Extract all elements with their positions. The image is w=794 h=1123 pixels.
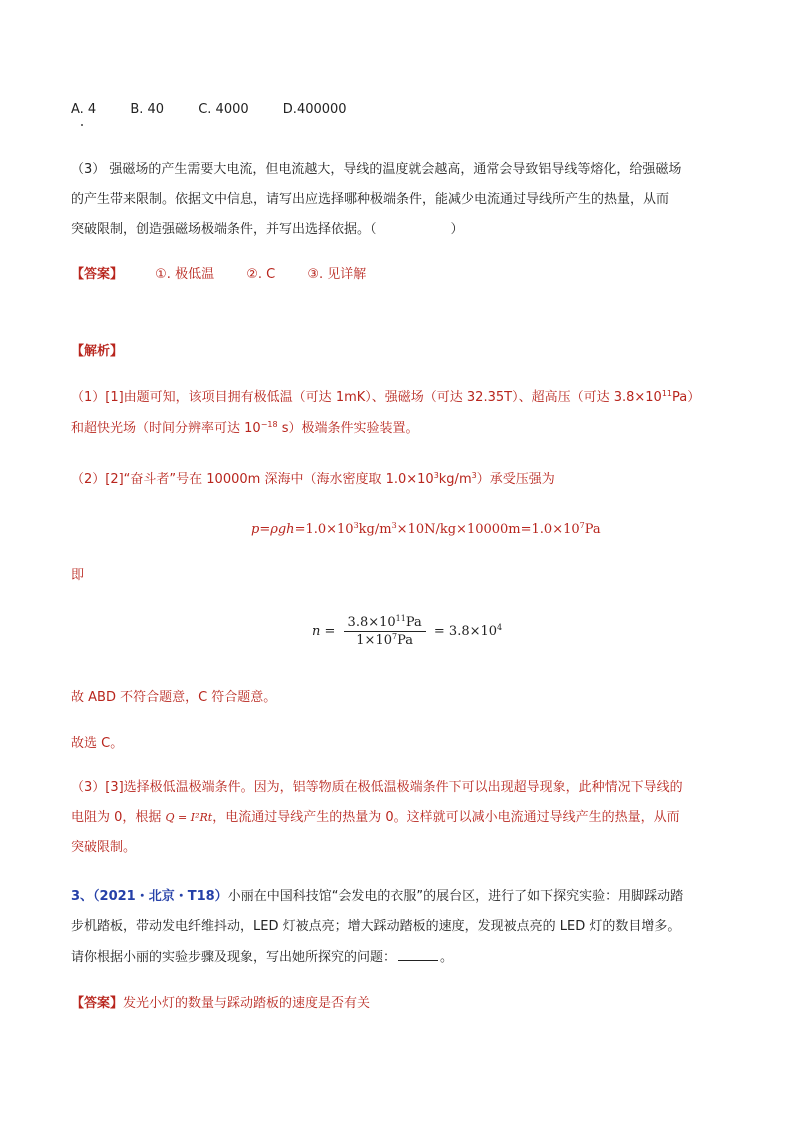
question-3-line-1 (71, 888, 683, 906)
q3-line-1: （3） 强磁场的产生需要大电流，但电流越大，导线的温度就会越高，通常会导致铝导线等熔化，给强磁场 (71, 162, 682, 177)
answer-1-item-1: ①. 极低温 (155, 267, 215, 282)
joule-formula: Q = I²Rt (165, 811, 213, 824)
answer-options (71, 101, 377, 119)
unit-text: kg/m (438, 472, 472, 487)
exponent: 11 (395, 614, 406, 623)
analysis-p1-line-1-text: （1）[1]由题可知，该项目拥有极低温（可达 1mK）、强磁场（可达 32.35T）、超高压（可达 3.8×10 (71, 390, 662, 405)
analysis-p3-line-2 (71, 809, 680, 827)
analysis-p2-end: ）承受压强为 (476, 472, 555, 487)
answer-blank[interactable] (398, 948, 438, 961)
answer-2-text: 发光小灯的数量与踩动踏板的速度是否有关 (123, 996, 371, 1011)
exponent: 4 (497, 623, 503, 632)
exponent: 7 (392, 632, 398, 641)
option-b: B. 40 (130, 102, 165, 117)
answer-2-row (71, 995, 370, 1013)
analysis-p1-line-2-text: 和超快光场（时间分辨率可达 10 (71, 421, 261, 436)
equation-part: kg/m (358, 522, 392, 537)
fraction (344, 615, 426, 648)
exponent: 3 (433, 471, 439, 480)
exponent: −18 (260, 420, 278, 429)
ratio-equation (312, 615, 502, 661)
equation-part: =1.0×10 (294, 522, 354, 537)
question-3-text: 小丽在中国科技馆“会发电的衣服”的展台区，进行了如下探究实验：用脚踩动踏 (227, 889, 684, 904)
equation-part: Pa (584, 522, 601, 537)
stray-dot (81, 124, 83, 126)
ji-label: 即 (71, 568, 85, 583)
exponent: 3 (353, 521, 359, 530)
fraction-denominator (344, 632, 426, 648)
analysis-p1-line-1-end: Pa） (672, 390, 701, 405)
equation-variable: p=ρgh (251, 522, 295, 537)
question-3-line-2: 步机踏板，带动发电纤维抖动，LED 灯被点亮；增大踩动踏板的速度，发现被点亮的 LED 灯的数目增多。 (71, 919, 681, 934)
numerator-text: 3.8×10 (347, 615, 396, 630)
q3-line-3-text: 突破限制，创造强磁场极端条件，并写出选择依据。（ (71, 222, 377, 237)
answer-1-row (71, 266, 394, 284)
analysis-p3-line-1: （3）[3]选择极低温极端条件。因为，铝等物质在极低温极端条件下可以出现超导现象，此种情况下导线的 (71, 780, 683, 795)
exponent: 7 (579, 521, 585, 530)
answer-1-label: 【答案】 (71, 267, 124, 282)
answer-1-item-2: ②. C (246, 267, 276, 282)
analysis-p3-line-2-end: ，电流通过导线产生的热量为 0。这样就可以减小电流通过导线产生的热量，从而 (212, 810, 680, 825)
analysis-p1-line-2-end: s）极端条件实验装置。 (277, 421, 419, 436)
analysis-p3-line-2-text: 电阻为 0，根据 (71, 810, 162, 825)
equation-lhs: n = (312, 624, 336, 639)
question-3-end: 。 (440, 950, 454, 965)
answer-2-label: 【答案】 (71, 996, 124, 1011)
question-3-prompt: 请你根据小丽的实验步骤及现象，写出她所探究的问题： (71, 950, 397, 965)
question-source: （2021・北京・T18） (93, 889, 228, 904)
answer-1-item-3: ③. 见详解 (307, 267, 367, 282)
analysis-p1-line-1 (71, 389, 700, 407)
equation-rhs (434, 624, 502, 639)
analysis-p2-text: （2）[2]“奋斗者”号在 10000m 深海中（海水密度取 1.0×10 (71, 472, 434, 487)
pressure-equation (251, 521, 601, 539)
analysis-p2 (71, 471, 555, 489)
fraction-numerator (344, 615, 426, 632)
option-c: C. 4000 (198, 102, 249, 117)
analysis-p1-line-2 (71, 420, 418, 438)
option-a: A. 4 (71, 102, 97, 117)
analysis-label: 【解析】 (71, 344, 124, 359)
option-d: D.400000 (282, 102, 347, 117)
analysis-p3-line-3: 突破限制。 (71, 840, 137, 855)
numerator-unit: Pa (405, 615, 422, 630)
exponent: 3 (391, 521, 397, 530)
q3-line-3 (71, 221, 464, 239)
q3-line-2: 的产生带来限制。依据文中信息，请写出应选择哪种极端条件，能减少电流通过导线所产生的热量，从而 (71, 192, 670, 207)
q3-line-3-close: ） (450, 222, 464, 237)
exponent: 11 (661, 389, 672, 398)
exponent: 3 (471, 471, 477, 480)
rhs-text: = 3.8×10 (433, 624, 498, 639)
conclusion-1: 故 ABD 不符合题意，C 符合题意。 (71, 690, 277, 705)
question-number: 3、 (71, 889, 94, 904)
conclusion-2: 故选 C。 (71, 736, 124, 751)
question-3-line-3 (71, 948, 453, 967)
denominator-unit: Pa (397, 633, 414, 648)
equation-part: ×10N/kg×10000m=1.0×10 (396, 522, 580, 537)
denominator-text: 1×10 (356, 633, 392, 648)
